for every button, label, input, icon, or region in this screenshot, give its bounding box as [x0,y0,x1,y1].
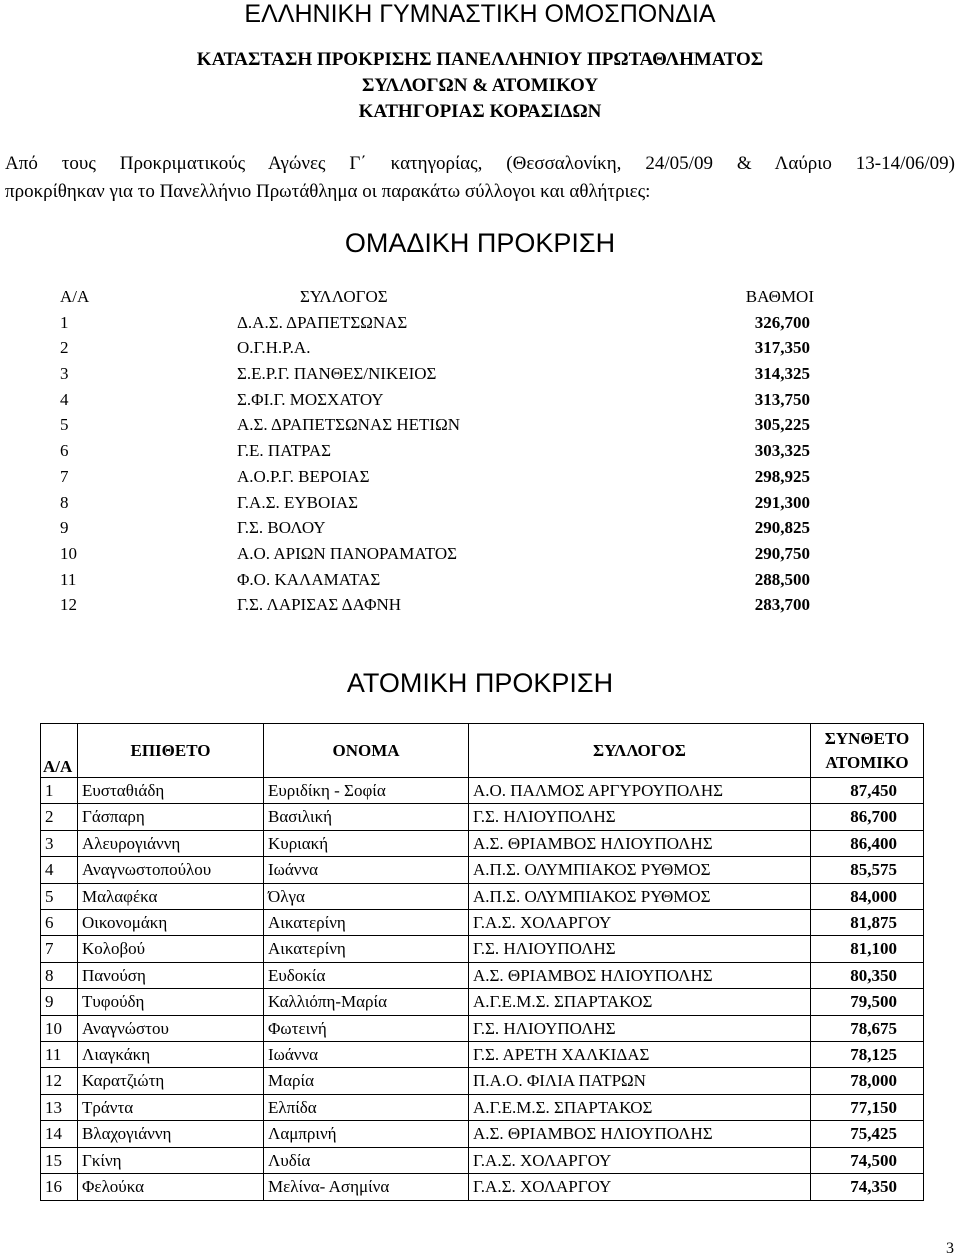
ind-surname: Τυφούδη [78,989,264,1015]
team-table-header [60,284,820,310]
team-score: 298,925 [754,466,810,486]
team-score: 283,700 [754,595,810,615]
team-score: 303,325 [754,441,810,461]
ind-club: Γ.Α.Σ. ΧΟΛΑΡΓΟΥ [469,1174,811,1200]
ind-name: Ιωάννα [264,1042,469,1068]
ind-name: Ευδοκία [264,962,469,988]
ind-score: 86,700 [811,804,924,830]
team-club: Γ.Ε. ΠΑΤΡΑΣ [237,441,332,461]
page-number: 3 [946,1240,954,1257]
table-row [41,883,924,909]
ind-surname: Αναγνώστου [78,1015,264,1041]
team-header-score: ΒΑΘΜΟΙ [745,287,814,306]
team-score: 290,750 [754,543,810,563]
ind-surname: Οικονομάκη [78,910,264,936]
team-row [60,438,820,464]
ind-rank: 11 [41,1042,78,1068]
ind-score: 86,400 [811,830,924,856]
team-club: Γ.Σ. ΒΟΛΟΥ [237,518,326,538]
ind-surname: Λιαγκάκη [78,1042,264,1068]
ind-score: 81,875 [811,910,924,936]
ind-name: Λυδία [264,1147,469,1173]
team-rank: 3 [60,364,69,384]
ind-rank: 14 [41,1121,78,1147]
ind-surname: Καρατζιώτη [78,1068,264,1094]
team-score: 290,825 [754,518,810,538]
team-club: Α.Σ. ΔΡΑΠΕΤΣΩΝΑΣ ΗΕΤΙΩΝ [237,415,460,435]
ind-header-rank: Α/Α [41,724,78,778]
team-rank: 4 [60,389,69,409]
ind-rank: 6 [41,910,78,936]
ind-name: Αικατερίνη [264,936,469,962]
ind-club: Α.Π.Σ. ΟΛΥΜΠΙΑΚΟΣ ΡΥΘΜΟΣ [469,883,811,909]
team-row [60,515,820,541]
team-club: Γ.Α.Σ. ΕΥΒΟΙΑΣ [237,492,359,512]
individual-qualification-table [40,723,924,1201]
ind-score: 74,350 [811,1174,924,1200]
team-section-title: ΟΜΑΔΙΚΗ ΠΡΟΚΡΙΣΗ [344,228,616,258]
ind-rank: 10 [41,1015,78,1041]
ind-rank: 4 [41,857,78,883]
subtitle-line-3: ΚΑΤΗΓΟΡΙΑΣ ΚΟΡΑΣΙΔΩΝ [358,101,602,122]
ind-surname: Γάσπαρη [78,804,264,830]
ind-score: 87,450 [811,778,924,804]
ind-score: 78,675 [811,1015,924,1041]
ind-header-name: ΟΝΟΜΑ [264,724,469,778]
team-club: Ο.Γ.Η.Ρ.Α. [237,338,311,358]
ind-name: Μαρία [264,1068,469,1094]
ind-club: Α.Γ.Ε.Μ.Σ. ΣΠΑΡΤΑΚΟΣ [469,989,811,1015]
team-score: 317,350 [754,338,810,358]
intro-paragraph [5,150,955,206]
table-row [41,830,924,856]
team-rank: 9 [60,518,69,538]
ind-club: Π.Α.Ο. ΦΙΛΙΑ ΠΑΤΡΩΝ [469,1068,811,1094]
table-row [41,989,924,1015]
table-row [41,962,924,988]
ind-score: 85,575 [811,857,924,883]
ind-header-score-line1: ΣΥΝΘΕΤΟ [824,728,910,748]
team-rank: 5 [60,415,69,435]
ind-club: Γ.Α.Σ. ΧΟΛΑΡΓΟΥ [469,910,811,936]
team-club: Φ.Ο. ΚΑΛΑΜΑΤΑΣ [237,569,381,589]
team-club: Δ.Α.Σ. ΔΡΑΠΕΤΣΩΝΑΣ [237,312,408,332]
subtitle-line-2: ΣΥΛΛΟΓΩΝ & ΑΤΟΜΙΚΟΥ [361,75,599,96]
ind-name: Μελίνα- Ασημίνα [264,1174,469,1200]
table-row [41,936,924,962]
ind-score: 80,350 [811,962,924,988]
ind-rank: 16 [41,1174,78,1200]
team-score: 314,325 [754,364,810,384]
ind-score: 74,500 [811,1147,924,1173]
team-qualification-table [60,284,820,618]
intro-line-2: προκρίθηκαν για το Πανελλήνιο Πρωτάθλημα οι παρακάτω σύλλογοι και αθλήτριες: [5,181,651,202]
team-row [60,412,820,438]
ind-club: Α.Σ. ΘΡΙΑΜΒΟΣ ΗΛΙΟΥΠΟΛΗΣ [469,830,811,856]
ind-rank: 1 [41,778,78,804]
ind-header-score [811,724,924,778]
ind-club: Γ.Σ. ΗΛΙΟΥΠΟΛΗΣ [469,1015,811,1041]
table-row [41,778,924,804]
table-row [41,1042,924,1068]
ind-name: Ιωάννα [264,857,469,883]
ind-score: 78,000 [811,1068,924,1094]
ind-rank: 12 [41,1068,78,1094]
ind-club: Γ.Σ. ΗΛΙΟΥΠΟΛΗΣ [469,804,811,830]
ind-club: Α.Π.Σ. ΟΛΥΜΠΙΑΚΟΣ ΡΥΘΜΟΣ [469,857,811,883]
team-rank: 6 [60,441,69,461]
team-row [60,592,820,618]
team-score: 305,225 [754,415,810,435]
ind-name: Ελπίδα [264,1094,469,1120]
team-club: Σ.Ε.Ρ.Γ. ΠΑΝΘΕΣ/ΝΙΚΕΙΟΣ [237,364,437,384]
team-rank: 10 [60,543,77,563]
ind-header-score-line2: ΑΤΟΜΙΚΟ [825,752,909,772]
team-club: Γ.Σ. ΛΑΡΙΣΑΣ ΔΑΦΝΗ [237,595,402,615]
ind-surname: Αναγνωστοπούλου [78,857,264,883]
team-row [60,310,820,336]
ind-rank: 8 [41,962,78,988]
team-rank: 7 [60,466,69,486]
team-header-club: ΣΥΛΛΟΓΟΣ [300,287,388,306]
ind-rank: 3 [41,830,78,856]
ind-club: Γ.Σ. ΗΛΙΟΥΠΟΛΗΣ [469,936,811,962]
subtitle-line-1: ΚΑΤΑΣΤΑΣΗ ΠΡΟΚΡΙΣΗΣ ΠΑΝΕΛΛΗΝΙΟΥ ΠΡΩΤΑΘΛΗΜΑΤΟΣ [196,49,764,70]
team-club: Α.Ο.Ρ.Γ. ΒΕΡΟΙΑΣ [237,466,370,486]
team-score: 288,500 [754,569,810,589]
ind-header-surname: ΕΠΙΘΕΤΟ [78,724,264,778]
ind-header-club: ΣΥΛΛΟΓΟΣ [469,724,811,778]
table-row [41,1094,924,1120]
ind-rank: 9 [41,989,78,1015]
ind-rank: 15 [41,1147,78,1173]
team-score: 313,750 [754,389,810,409]
ind-surname: Αλευρογιάννη [78,830,264,856]
table-row [41,1015,924,1041]
ind-name: Αικατερίνη [264,910,469,936]
table-row [41,1174,924,1200]
ind-rank: 13 [41,1094,78,1120]
ind-club: Γ.Α.Σ. ΧΟΛΑΡΓΟΥ [469,1147,811,1173]
ind-name: Κυριακή [264,830,469,856]
team-rank: 12 [60,595,77,615]
team-club: Α.Ο. ΑΡΙΩΝ ΠΑΝΟΡΑΜΑΤΟΣ [237,543,457,563]
team-score: 326,700 [754,312,810,332]
ind-name: Καλλιόπη-Μαρία [264,989,469,1015]
ind-club: Α.Σ. ΘΡΙΑΜΒΟΣ ΗΛΙΟΥΠΟΛΗΣ [469,1121,811,1147]
organization-title: ΕΛΛΗΝΙΚΗ ΓΥΜΝΑΣΤΙΚΗ ΟΜΟΣΠΟΝΔΙΑ [244,0,716,28]
team-row [60,490,820,516]
team-row [60,387,820,413]
team-rank: 1 [60,312,69,332]
ind-surname: Ευσταθιάδη [78,778,264,804]
team-header-rank: Α/Α [60,287,90,306]
ind-rank: 5 [41,883,78,909]
team-rank: 2 [60,338,69,358]
ind-name: Λαμπρινή [264,1121,469,1147]
table-row [41,1147,924,1173]
ind-club: Α.Γ.Ε.Μ.Σ. ΣΠΑΡΤΑΚΟΣ [469,1094,811,1120]
team-row [60,464,820,490]
table-row [41,1121,924,1147]
ind-score: 78,125 [811,1042,924,1068]
ind-rank: 2 [41,804,78,830]
intro-line-1: Από τους Προκριματικούς Αγώνες Γ΄ κατηγορίας, (Θεσσαλονίκη, 24/05/09 & Λαύριο 13-14/06/09) [5,153,955,174]
ind-rank: 7 [41,936,78,962]
individual-section-title: ΑΤΟΜΙΚΗ ΠΡΟΚΡΙΣΗ [346,668,614,698]
ind-score: 75,425 [811,1121,924,1147]
ind-surname: Πανούση [78,962,264,988]
team-rank: 8 [60,492,69,512]
ind-surname: Βλαχογιάννη [78,1121,264,1147]
individual-table-header [41,724,924,778]
ind-surname: Μαλαφέκα [78,883,264,909]
ind-club: Α.Ο. ΠΑΛΜΟΣ ΑΡΓΥΡΟΥΠΟΛΗΣ [469,778,811,804]
table-row [41,804,924,830]
ind-name: Φωτεινή [264,1015,469,1041]
team-row [60,361,820,387]
table-row [41,910,924,936]
team-row [60,335,820,361]
ind-name: Όλγα [264,883,469,909]
team-row [60,541,820,567]
ind-surname: Τράντα [78,1094,264,1120]
team-row [60,567,820,593]
ind-name: Βασιλική [264,804,469,830]
team-rank: 11 [60,569,77,589]
ind-surname: Γκίνη [78,1147,264,1173]
ind-score: 77,150 [811,1094,924,1120]
ind-club: Α.Σ. ΘΡΙΑΜΒΟΣ ΗΛΙΟΥΠΟΛΗΣ [469,962,811,988]
ind-score: 79,500 [811,989,924,1015]
team-club: Σ.ΦΙ.Γ. ΜΟΣΧΑΤΟΥ [237,389,384,409]
table-row [41,857,924,883]
ind-club: Γ.Σ. ΑΡΕΤΗ ΧΑΛΚΙΔΑΣ [469,1042,811,1068]
ind-score: 84,000 [811,883,924,909]
ind-surname: Κολοβού [78,936,264,962]
ind-score: 81,100 [811,936,924,962]
ind-name: Ευριδίκη - Σοφία [264,778,469,804]
team-score: 291,300 [754,492,810,512]
table-row [41,1068,924,1094]
ind-surname: Φελούκα [78,1174,264,1200]
